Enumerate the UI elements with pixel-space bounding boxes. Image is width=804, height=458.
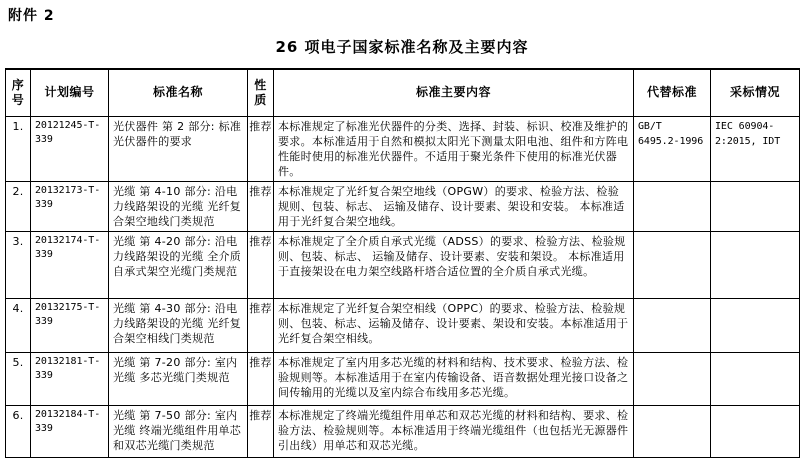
cell-content: 本标准规定了室内用多芯光缆的材料和结构、技术要求、检验方法、检验规则等。本标准适用于在室内传输设备、语音数据处理光接口设备之间传输用的光缆以及室内综合布线用多芯光缆。 [274,352,634,405]
cell-nature: 推荐 [248,181,274,231]
header-std-name: 标准名称 [109,69,248,116]
cell-std-name: 光缆 第 4-20 部分: 沿电力线路架设的光缆 全介质自承式架空光缆门类规范 [109,231,248,298]
cell-nature: 推荐 [248,405,274,457]
cell-no: 3. [6,231,31,298]
table-row [6,352,800,405]
cell-plan-no: 20132175-T-339 [31,298,109,352]
cell-nature: 推荐 [248,116,274,181]
cell-adoption [711,231,800,298]
cell-no: 1. [6,116,31,181]
cell-std-name: 光缆 第 4-30 部分: 沿电力线路架设的光缆 光纤复合架空相线门类规范 [109,298,248,352]
header-no: 序号 [6,69,31,116]
cell-adoption [711,405,800,457]
cell-content: 本标准规定了全介质自承式光缆（ADSS）的要求、检验方法、检验规则、包装、标志、 运输及储存、设计要素、安装和架设。 本标准适用于直接架设在电力架空线路杆塔合适位置的全介质自承式光缆。 [274,231,634,298]
cell-no: 6. [6,405,31,457]
cell-std-name: 光缆 第 7-50 部分: 室内光缆 终端光缆组件用单芯和双芯光缆门类规范 [109,405,248,457]
cell-replaced [634,181,711,231]
table-row [6,181,800,231]
cell-plan-no: 20132174-T-339 [31,231,109,298]
header-nature: 性质 [248,69,274,116]
page-title: 26 项电子国家标准名称及主要内容 [275,38,529,56]
cell-replaced [634,352,711,405]
cell-content: 本标准规定了光纤复合架空地线（OPGW）的要求、检验方法、检验规则、包装、标志、 运输及储存、设计要素、架设和安装。 本标准适用于光纤复合架空地线。 [274,181,634,231]
header-content: 标准主要内容 [274,69,634,116]
cell-plan-no: 20132181-T-339 [31,352,109,405]
cell-nature: 推荐 [248,231,274,298]
cell-replaced [634,231,711,298]
cell-replaced [634,298,711,352]
table-row [6,116,800,181]
cell-std-name: 光伏器件 第 2 部分: 标准光伏器件的要求 [109,116,248,181]
cell-plan-no: 20132184-T-339 [31,405,109,457]
table-header-row [6,69,800,116]
cell-content: 本标准规定了标准光伏器件的分类、选择、封装、标识、校准及维护的要求。本标准适用于自然和模拟太阳光下测量太阳电池、组件和方阵电性能时使用的标准光伏器件。不适用于聚光条件下使用的标准光伏器件。 [274,116,634,181]
cell-replaced [634,405,711,457]
cell-no: 5. [6,352,31,405]
cell-replaced: GB/T 6495.2-1996 [634,116,711,181]
header-replaced: 代替标准 [634,69,711,116]
header-plan-no: 计划编号 [31,69,109,116]
cell-content: 本标准规定了光纤复合架空相线（OPPC）的要求、检验方法、检验规则、包装、标志、运输及储存、设计要素、架设和安装。本标准适用于光纤复合架空相线。 [274,298,634,352]
cell-content: 本标准规定了终端光缆组件用单芯和双芯光缆的材料和结构、要求、检验方法、检验规则等。本标准适用于终端光缆组件（也包括光无源器件引出线）用单芯和双芯光缆。 [274,405,634,457]
cell-plan-no: 20121245-T-339 [31,116,109,181]
table-row [6,298,800,352]
standards-table [5,68,800,458]
cell-adoption [711,298,800,352]
table-row [6,231,800,298]
cell-nature: 推荐 [248,352,274,405]
cell-no: 4. [6,298,31,352]
table-row [6,405,800,457]
cell-std-name: 光缆 第 4-10 部分: 沿电力线路架设的光缆 光纤复合架空地线门类规范 [109,181,248,231]
cell-adoption: IEC 60904-2:2015, IDT [711,116,800,181]
cell-nature: 推荐 [248,298,274,352]
cell-adoption [711,181,800,231]
cell-std-name: 光缆 第 7-20 部分: 室内光缆 多芯光缆门类规范 [109,352,248,405]
cell-no: 2. [6,181,31,231]
cell-adoption [711,352,800,405]
cell-plan-no: 20132173-T-339 [31,181,109,231]
header-adoption: 采标情况 [711,69,800,116]
attachment-label: 附件 2 [8,8,55,24]
